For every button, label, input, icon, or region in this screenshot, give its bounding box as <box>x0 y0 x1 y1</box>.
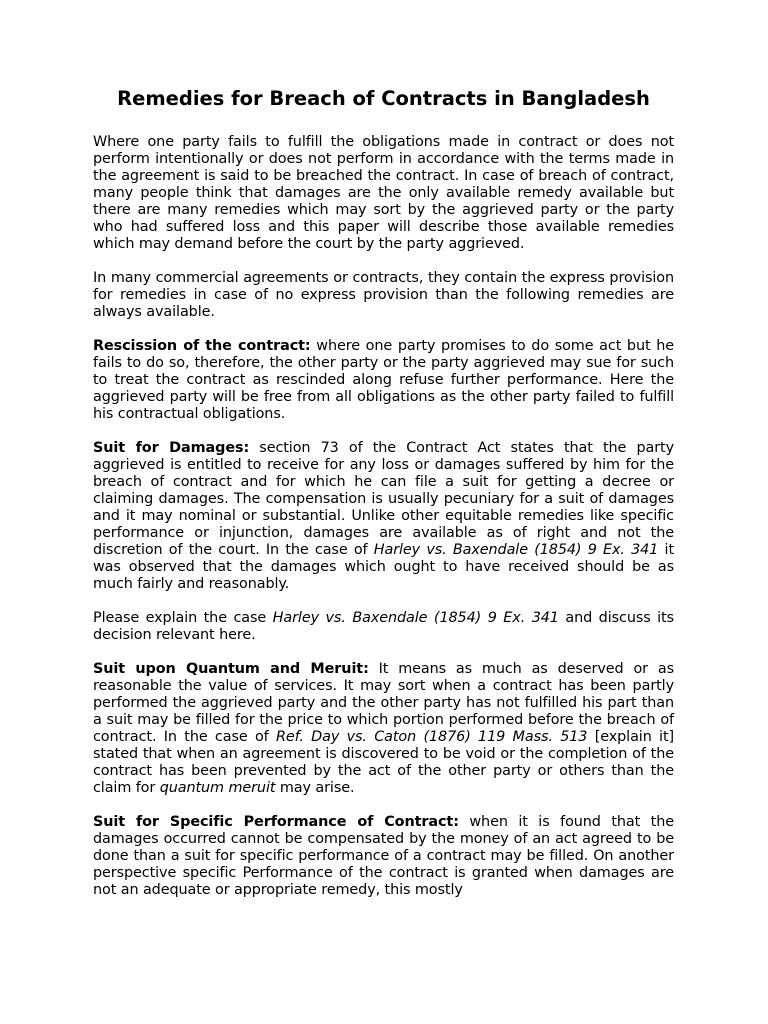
specific-heading: Suit for Specific Performance of Contract: <box>93 814 459 830</box>
document-page <box>93 86 674 916</box>
quantum-meruit-paragraph <box>93 661 674 797</box>
damages-case-citation: Harley vs. Baxendale (1854) 9 Ex. 341 <box>373 542 659 558</box>
express-provision-paragraph: In many commercial agreements or contracts, they contain the express provision for remedies in case of no express provision than the following remedies are always available. <box>93 270 674 320</box>
rescission-heading: Rescission of the contract: <box>93 338 311 354</box>
quantum-term: quantum meruit <box>159 780 276 796</box>
damages-heading: Suit for Damages: <box>93 440 250 456</box>
specific-performance-paragraph <box>93 814 674 899</box>
explain-text-1: Please explain the case <box>93 610 273 626</box>
rescission-text: where one party promises to do some act but he fails to do so, therefore, the other party or the party aggrieved may sue for such to treat the contract as rescinded along refuse further performance. Here the aggrieved party will be free from all obligations as the other party failed to fulfill his contractual obligations. <box>93 338 674 422</box>
quantum-text-3: may arise. <box>275 780 355 796</box>
damages-text-2: it was observed that the damages which ought to have received should be as much fairly and reasonably. <box>93 542 675 592</box>
explain-case-citation: Harley vs. Baxendale (1854) 9 Ex. 341 <box>272 610 559 626</box>
quantum-heading: Suit upon Quantum and Meruit: <box>93 661 369 677</box>
specific-text: when it is found that the damages occurred cannot be compensated by the money of an act agreed to be done than a suit for specific performance of a contract may be filled. On another perspective specific Performance of the contract is granted when damages are not an adequate or appropriate remedy, this mostly <box>93 814 674 898</box>
quantum-text-1: It means as much as deserved or as reasonable the value of services. It may sort when a contract has been partly performed the aggrieved party and the other party has not fulfilled his part than a suit may be filled for the price to which portion performed before the breach of contract. In the case of <box>93 661 674 745</box>
damages-paragraph <box>93 440 674 593</box>
damages-text-1: section 73 of the Contract Act states that the party aggrieved is entitled to receive for any loss or damages suffered by him for the breach of contract and for which he can file a suit for getting a decree or claiming damages. The compensation is usually pecuniary for a suit of damages and it may nominal or substantial. Unlike other equitable remedies like specific performance or injunction, damages are available as of right and not the discretion of the court. In the case of <box>93 440 674 558</box>
explain-paragraph <box>93 610 674 644</box>
quantum-text-2: [explain it] stated that when an agreement is discovered to be void or the completion of the contract has been prevented by the act of the other party or others than the claim for <box>93 729 675 796</box>
intro-paragraph: Where one party fails to fulfill the obligations made in contract or does not perform intentionally or does not perform in accordance with the terms made in the agreement is said to be breached the contract. In case of breach of contract, many people think that damages are the only available remedy available but there are many remedies which may sort by the aggrieved party or the party who had suffered loss and this paper will describe those available remedies which may demand before the court by the party aggrieved. <box>93 134 674 252</box>
rescission-paragraph <box>93 338 674 423</box>
explain-text-2: and discuss its decision relevant here. <box>93 610 674 643</box>
document-title: Remedies for Breach of Contracts in Bangladesh <box>117 87 650 110</box>
quantum-case-citation: Ref. Day vs. Caton (1876) 119 Mass. 513 <box>275 729 588 745</box>
